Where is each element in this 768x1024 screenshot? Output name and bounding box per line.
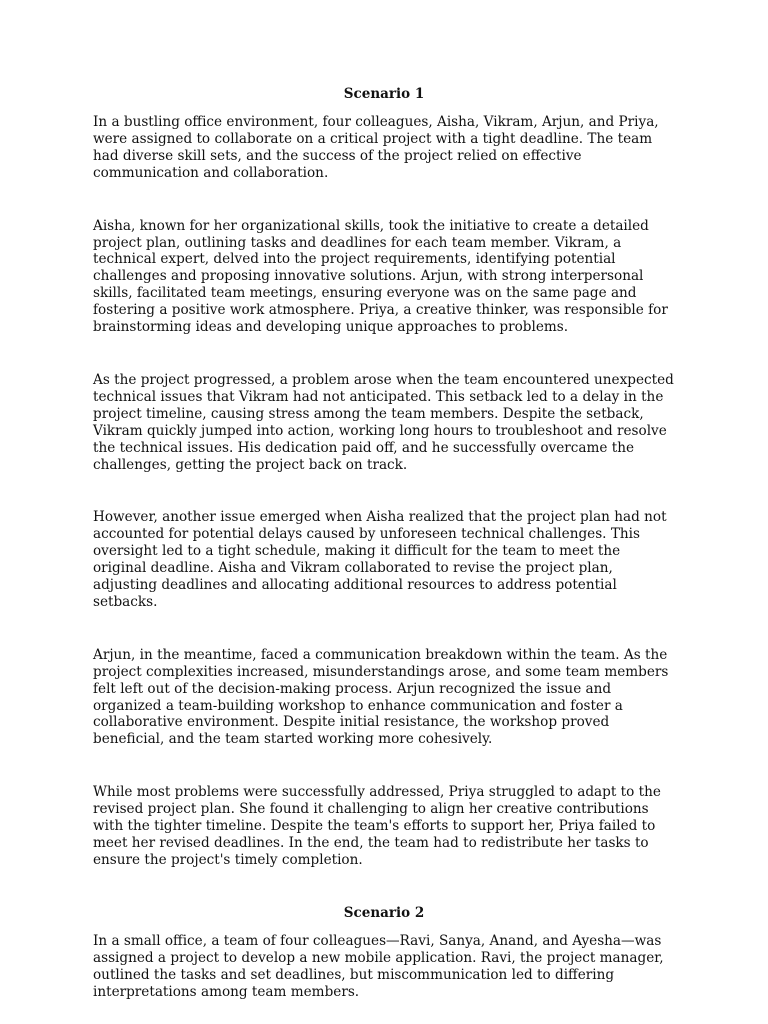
scenario-2-heading: Scenario 2 [343,904,425,921]
scenario-1-paragraph-5: Arjun, in the meantime, faced a communication breakdown within the team. As the project complexities increased, misunderstandings arose, and some team members felt left out of the decision-making process. Arjun recognized the issue and organized a team-building workshop to enhance communication and foster a collaborative environment. Despite initial resistance, the workshop proved beneficial, and the team started working more cohesively. [93,646,669,748]
document-page [93,84,675,1000]
scenario-1-paragraph-2: Aisha, known for her organizational skills, took the initiative to create a detailed project plan, outlining tasks and deadlines for each team member. Vikram, a technical expert, delved into the project requirements, identifying potential challenges and proposing innovative solutions. Arjun, with strong interpersonal skills, facilitated team meetings, ensuring everyone was on the same page and fostering a positive work atmosphere. Priya, a creative thinker, was responsible for brainstorming ideas and developing unique approaches to problems. [93,217,668,336]
scenario-2-paragraph-1: In a small office, a team of four colleagues—Ravi, Sanya, Anand, and Ayesha—was assigned a project to develop a new mobile application. Ravi, the project manager, outlined the tasks and set deadlines, but miscommunication led to differing interpretations among team members. [93,932,664,1000]
scenario-1-heading: Scenario 1 [343,86,425,102]
scenario-1-paragraph-6: While most problems were successfully addressed, Priya struggled to adapt to the revised project plan. She found it challenging to align her creative contributions with the tighter timeline. Despite the team's efforts to support her, Priya failed to meet her revised deadlines. In the end, the team had to redistribute her tasks to ensure the project's timely completion. [93,784,661,868]
scenario-1-paragraph-4: However, another issue emerged when Aisha realized that the project plan had not accounted for potential delays caused by unforeseen technical challenges. This oversight led to a tight schedule, making it difficult for the team to meet the original deadline. Aisha and Vikram collaborated to revise the project plan, adjusting deadlines and allocating additional resources to address potential setbacks. [93,509,667,610]
scenario-1-paragraph-3: As the project progressed, a problem arose when the team encountered unexpected technical issues that Vikram had not anticipated. This setback led to a delay in the project timeline, causing stress among the team members. Despite the setback, Vikram quickly jumped into action, working long hours to troubleshoot and resolve the technical issues. His dedication paid off, and he successfully overcame the challenges, getting the project back on track. [93,371,674,473]
scenario-1-paragraph-1: In a bustling office environment, four colleagues, Aisha, Vikram, Arjun, and Priya, were assigned to collaborate on a critical project with a tight deadline. The team had diverse skill sets, and the success of the project relied on effective communication and collaboration. [93,114,659,181]
